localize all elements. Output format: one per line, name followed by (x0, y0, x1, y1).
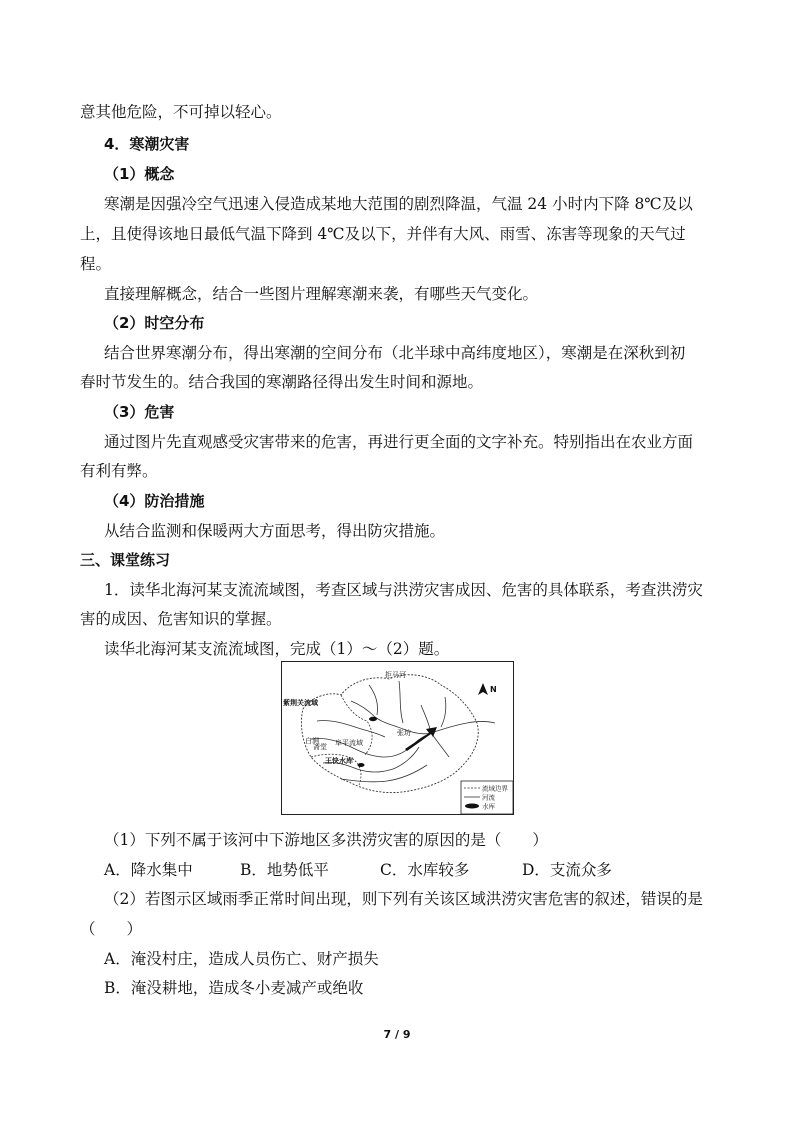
legend-basin-boundary: 流域边界 (482, 784, 508, 793)
page-number: 7 / 9 (383, 1028, 411, 1041)
concept-text-line-3: 程。 (80, 255, 112, 273)
option-a[interactable]: A．降水集中 (104, 861, 193, 879)
subheading-concept: （1）概念 (104, 165, 175, 183)
reservoir-mark (369, 717, 377, 721)
concept-text-line-1: 寒潮是因强冷空气迅速入侵造成某地大范围的剧烈降温，气温 24 小时内下降 8℃及以 (104, 195, 693, 213)
north-label: N (490, 685, 497, 694)
question-2-line-2: （ ） (80, 920, 143, 938)
paragraph-continuation: 意其他危险，不可掉以轻心。 (80, 103, 282, 121)
legend-river: 河流 (482, 793, 495, 802)
section-heading-cold-wave: 4．寒潮灾害 (104, 135, 190, 153)
exercise-text-line-1: 1．读华北海河某支流流域图，考查区域与洪涝灾害成因、危害的具体联系，考查洪涝灾 (104, 581, 703, 599)
exercise-text-line-3: 读华北海河某支流流域图，完成（1）～（2）题。 (104, 640, 450, 658)
concept-text-line-4: 直接理解概念，结合一些图片理解寒潮来袭，有哪些天气变化。 (104, 285, 539, 303)
harm-text-line-2: 有利有弊。 (80, 462, 158, 480)
label-zijingguan-basin: 紫荆关流域 (283, 699, 318, 707)
distribution-text-line-1: 结合世界寒潮分布，得出寒潮的空间分布（北半球中高纬度地区），寒潮是在深秋到初 (104, 344, 686, 362)
label-zhangfang: 张坊 (397, 729, 411, 737)
subheading-prevention: （4）防治措施 (104, 492, 205, 510)
question-1: （1）下列不属于该河中下游地区多洪涝灾害的原因的是（ ） (104, 831, 548, 849)
question-2-option-a[interactable]: A．淹没村庄，造成人员伤亡、财产损失 (104, 950, 379, 968)
concept-text-line-2: 上，且使得该地日最低气温下降到 4℃及以下，并伴有大风、雨雪、冻害等现象的天气过 (80, 225, 686, 243)
option-c[interactable]: C．水库较多 (380, 861, 470, 879)
harm-text-line-1: 通过图片先直观感受灾害带来的危害，再进行更全面的文字补充。特别指出在农业方面 (104, 433, 694, 451)
river-basin-map (281, 661, 514, 815)
subheading-distribution: （2）时空分布 (104, 314, 205, 332)
label-fuping-basin: 阜平流域 (335, 739, 363, 747)
distribution-text-line-2: 春时节发生的。结合我国的寒潮路径得出发生时间和源地。 (80, 373, 484, 391)
option-b[interactable]: B．地势低平 (240, 861, 329, 879)
question-2-option-b[interactable]: B．淹没耕地，造成冬小麦减产或绝收 (104, 979, 364, 997)
label-baijian: 白涧 (305, 737, 319, 745)
section-heading-exercises: 三、课堂练习 (80, 551, 171, 569)
reservoir-mark (358, 763, 365, 767)
label-wangkuai-reservoir: 王快水库 (325, 757, 353, 765)
prevention-text: 从结合监测和保暖两大方面思考，得出防灾措施。 (104, 522, 446, 540)
map-legend (461, 781, 513, 814)
label-zhaitang: 斋堂 (313, 743, 327, 751)
option-d[interactable]: D．支流众多 (522, 861, 612, 879)
exercise-text-line-2: 害的成因、危害知识的掌握。 (80, 610, 282, 628)
question-2-line-1: （2）若图示区域雨季正常时间出现，则下列有关该区域洪涝灾害危害的叙述，错误的是 (104, 890, 703, 908)
legend-reservoir: 水库 (482, 802, 495, 811)
question-1-options (104, 860, 724, 880)
label-juma-river: 拒马河 (385, 671, 406, 679)
subheading-harm: （3）危害 (104, 403, 175, 421)
